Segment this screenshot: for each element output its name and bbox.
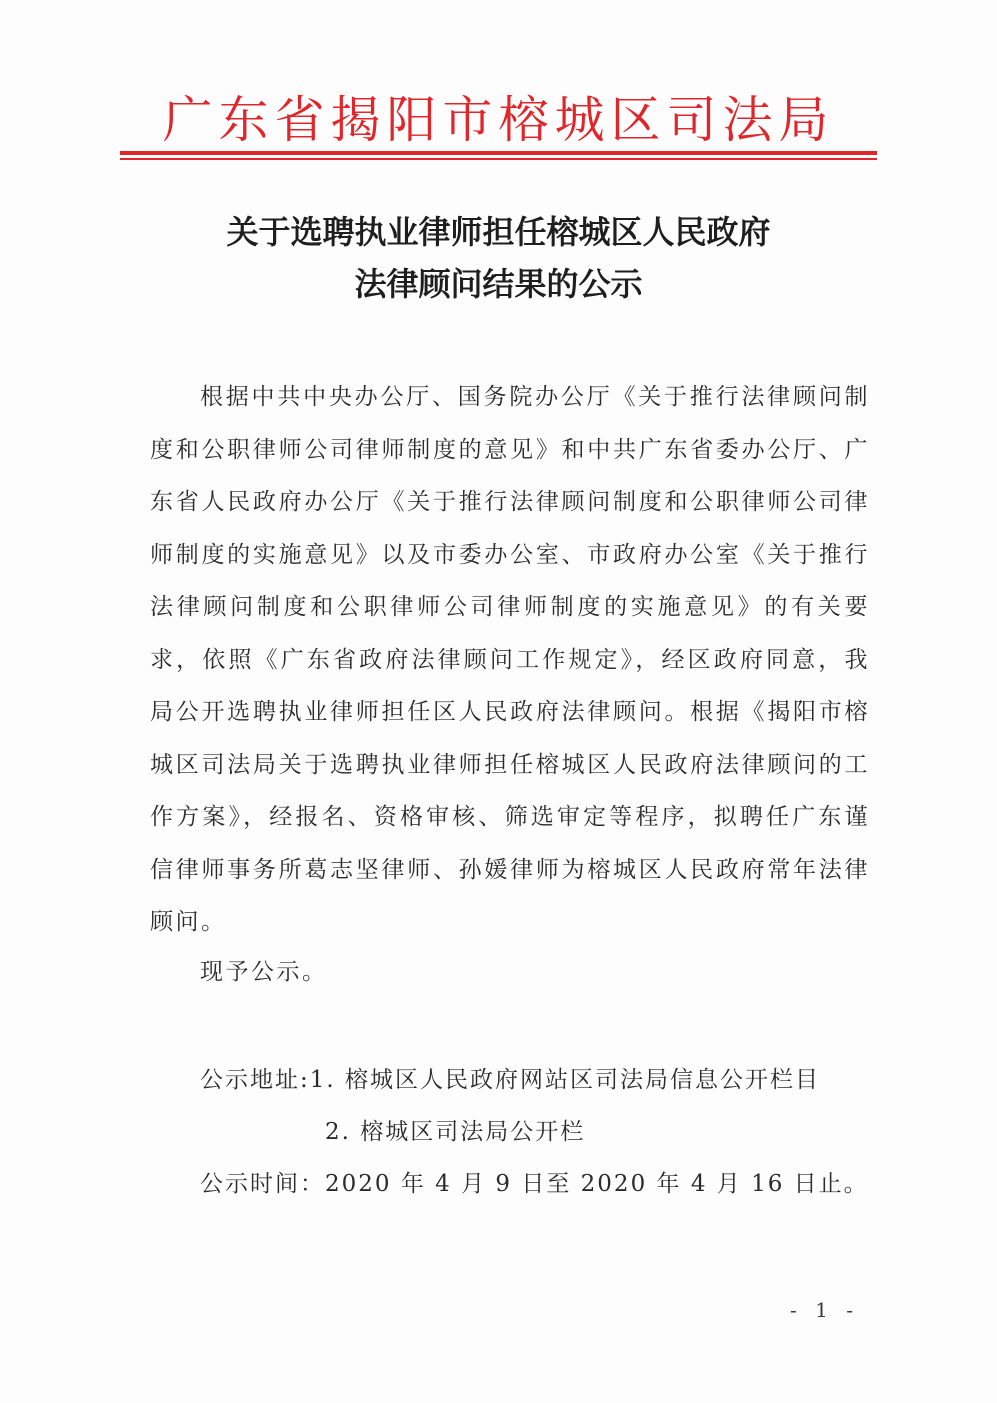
publication-address-row <box>200 1060 820 1100</box>
header-rule-thin <box>120 158 877 160</box>
publication-address-row-2 <box>325 1112 585 1152</box>
header-rule-thick <box>120 151 877 155</box>
publication-time-value: 2020 年 4 月 9 日至 2020 年 4 月 16 日止。 <box>325 1171 869 1197</box>
body-paragraph: 根据中共中央办公厅、国务院办公厅《关于推行法律顾问制度和公职律师公司律师制度的意见》和中共广东省委办公厅、广东省人民政府办公厅《关于推行法律顾问制度和公职律师公司律师制度的实施意见》以及市委办公室、市政府办公室《关于推行法律顾问制度和公职律师公司律师制度的实施意见》的有关要求，依照《广东省政府法律顾问工作规定》，经区政府同意，我局公开选聘执业律师担任区人民政府法律顾问。根据《揭阳市榕城区司法局关于选聘执业律师担任榕城区人民政府法律顾问的工作方案》，经报名、资格审核、筛选审定等程序，拟聘任广东谨信律师事务所葛志坚律师、孙媛律师为榕城区人民政府常年法律顾问。 <box>150 384 870 935</box>
publication-address-1: 1. 榕城区人民政府网站区司法局信息公开栏目 <box>309 1067 821 1093</box>
issuing-org-header: 广东省揭阳市榕城区司法局 <box>162 91 835 149</box>
page-number: - 1 - <box>790 1298 859 1322</box>
publication-time-label: 公示时间： <box>200 1171 325 1197</box>
publication-address-2: 2. 榕城区司法局公开栏 <box>325 1119 586 1145</box>
notice-statement: 现予公示。 <box>200 959 328 985</box>
publication-time-row <box>200 1164 869 1204</box>
publication-address-label: 公示地址: <box>200 1067 310 1093</box>
document-title-line-1: 关于选聘执业律师担任榕城区人民政府 <box>226 213 771 251</box>
document-title-line-2: 法律顾问结果的公示 <box>354 265 643 303</box>
document-title <box>100 206 897 310</box>
